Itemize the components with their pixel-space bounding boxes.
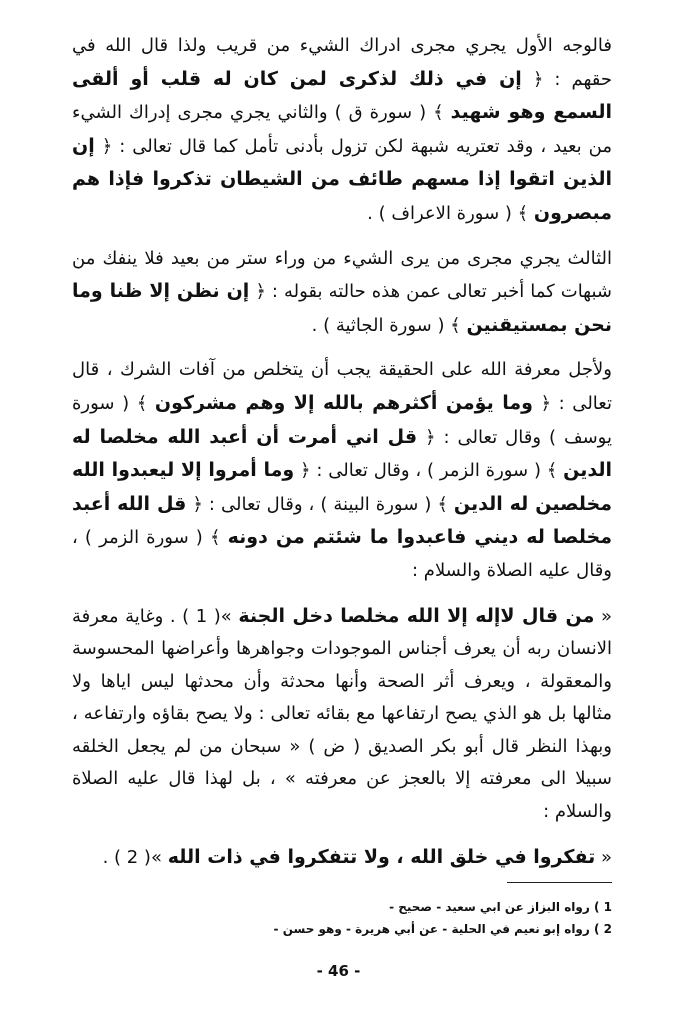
quran-quote: قل الله أعبد مخلصا له ديني فاعبدوا ما شئتم من دونه — [72, 492, 612, 549]
quran-quote: إن الذين اتقوا إذا مسهم طائف من الشيطان تذكروا فإذا هم مبصرون — [72, 134, 612, 224]
hadith-quote: تفكروا في خلق الله ، ولا تتفكروا في ذات الله — [167, 845, 596, 868]
footnote-2: 2 ) رواه إبو نعيم في الحلية - عن أبي هريرة - وهو حسن - — [273, 922, 612, 936]
text-run: ﴾ ( سورة ق ) والثاني يجري مجرى إدراك الشيء من بعيد ، وقد تعتريه شبهة لكن تزول بأدنى تأمل كما قال تعالى : ﴿ — [72, 102, 612, 157]
paragraph-3 — [72, 354, 612, 587]
quran-quote: وما يؤمن أكثرهم بالله إلا وهم مشركون — [154, 391, 533, 414]
text-run: »( 1 ) . وغاية معرفة الانسان ربه أن يعرف أجناس الموجودات وجواهرها وأعراضها المحسوسة والمعقولة ، ويعرف أثر الصحة وأنها محدثة وأن محدثها ليس اياها ولا مثالها بل هو الذي يصح ارتفاعها مع بقائه تعالى : ولا يصح بقاؤه وارتفاعه ، وبهذا النظر قال أبو بكر الصديق ( ض ) « سبحان من لم يجعل الخلقه سبيلا الى معرفته إلا بالعجز عن معرفته » ، بل لهذا قال عليه الصلاة والسلام : — [72, 605, 612, 823]
text-run: ولأجل معرفة الله على الحقيقة يجب أن يتخلص من آفات الشرك ، قال تعالى : ﴿ — [72, 359, 612, 414]
text-run: فالوجه الأول يجري مجرى ادراك الشيء من قريب ولذا قال الله في حقهم : ﴿ — [72, 35, 612, 90]
text-run: ﴾ ( سورة الاعراف ) . — [367, 202, 534, 224]
text-run: ﴾ ( سورة الزمر ) ، وقال عليه الصلاة والسلام : — [72, 527, 612, 581]
text-run: الثالث يجري مجرى من يرى الشيء من وراء ستر من بعيد فلا ينفك من شبهات كما أخبر تعالى عمن هذه حالته بقوله : ﴿ — [72, 247, 612, 303]
text-run: « — [595, 846, 612, 868]
text-run: ﴾ ( سورة الجاثية ) . — [311, 314, 467, 336]
footnote-1: 1 ) رواه البزاز عن ابي سعيد - صحيح - — [389, 900, 612, 914]
text-run: »( 2 ) . — [102, 846, 168, 868]
main-text — [72, 30, 612, 874]
quran-quote: قل اني أمرت أن أعبد الله مخلصا له الدين — [72, 425, 612, 482]
text-run: ﴾ ( سورة يوسف ) وقال تعالى : ﴿ — [72, 392, 612, 448]
hadith-quote: من قال لاإله إلا الله مخلصا دخل الجنة — [238, 604, 595, 627]
page-number: - 46 - — [316, 962, 361, 980]
text-run: ﴾ ( سورة الزمر ) ، وقال تعالى : ﴿ — [294, 460, 564, 482]
paragraph-2 — [72, 243, 612, 343]
paragraph-4 — [72, 600, 612, 829]
footnote-divider — [507, 882, 612, 883]
text-run: « — [594, 605, 612, 627]
footnotes — [72, 896, 612, 940]
paragraph-5 — [72, 841, 612, 875]
quran-quote: إن في ذلك لذكرى لمن كان له قلب أو ألقى السمع وهو شهيد — [72, 67, 612, 124]
quran-quote: إن نظن إلا ظنا وما نحن بمستيقنين — [72, 280, 612, 336]
quran-quote: وما أمروا إلا ليعبدوا الله مخلصين له الدين — [72, 459, 613, 515]
text-run: ﴾ ( سورة البينة ) ، وقال تعالى : ﴿ — [186, 493, 454, 515]
paragraph-1 — [72, 30, 612, 231]
